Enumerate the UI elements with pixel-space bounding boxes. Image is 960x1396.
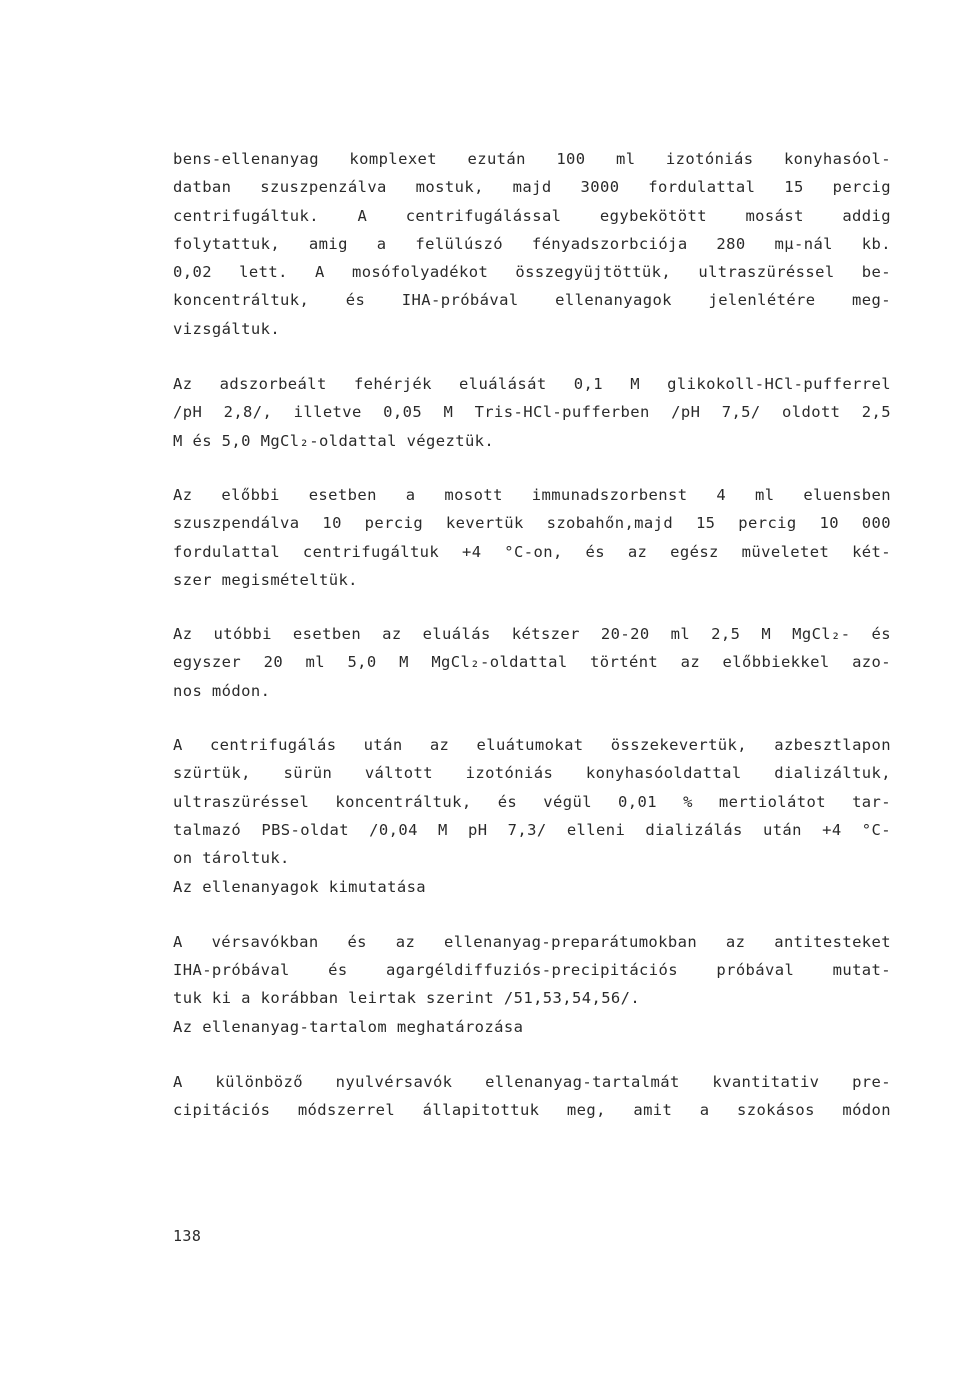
text-line: fordulattal centrifugáltuk +4 °C-on, és az egész müveletet két- [173,542,891,561]
text-line: tuk ki a korábban leirtak szerint /51,53,54,56/. [173,989,641,1008]
paragraph-2 [173,370,891,455]
text-line: talmazó PBS-oldat /0,04 M pH 7,3/ elleni dializálás után +4 °C- [173,820,891,839]
text-line: Az utóbbi esetben az eluálás kétszer 20-20 ml 2,5 M MgCl₂- és [173,625,891,644]
text-line: A centrifugálás után az eluátumokat összekevertük, azbesztlapon [173,736,891,755]
text-line: A vérsavókban és az ellenanyag-preparátumokban az antitesteket [173,932,891,951]
paragraph-3 [173,481,891,594]
text-line: M és 5,0 MgCl₂-oldattal végeztük. [173,431,495,450]
text-line: koncentráltuk, és IHA-próbával ellenanyagok jelenlétére meg- [173,291,891,310]
text-line: szürtük, sürün váltott izotóniás konyhasóoldattal dializáltuk, [173,764,891,783]
document-body [173,145,891,1125]
text-line: vizsgáltuk. [173,319,281,338]
text-line: centrifugáltuk. A centrifugálással egybekötött mosást addig [173,206,891,225]
paragraph-1 [173,145,891,343]
paragraph-4 [173,620,891,705]
text-line: datban szuszpenzálva mostuk, majd 3000 fordulattal 15 percig [173,178,891,197]
paragraph-5 [173,731,891,872]
section-heading-antibody-content: Az ellenanyag-tartalom meghatározása [173,1017,524,1036]
text-line: cipitációs módszerrel állapitottuk meg, amit a szokásos módon [173,1101,891,1120]
text-line: /pH 2,8/, illetve 0,05 M Tris-HCl-pufferben /pH 7,5/ oldott 2,5 [173,403,891,422]
text-line: nos módon. [173,681,271,700]
text-line: on tároltuk. [173,849,290,868]
page-number: 138 [173,1227,202,1245]
text-line: bens-ellenanyag komplexet ezután 100 ml izotóniás konyhasóol- [173,150,891,168]
text-line: Az előbbi esetben a mosott immunadszorbenst 4 ml eluensben [173,485,891,504]
text-line: 0,02 lett. A mosófolyadékot összegyüjtöttük, ultraszüréssel be- [173,263,891,282]
text-line: szer megismételtük. [173,570,358,589]
paragraph-7 [173,1068,891,1125]
text-line: folytattuk, amig a felülúszó fényadszorbciója 280 mµ-nál kb. [173,234,891,253]
text-line: IHA-próbával és agargéldiffuziós-precipitációs próbával mutat- [173,961,891,980]
text-line: szuszpendálva 10 percig kevertük szobahőn,majd 15 percig 10 000 [173,514,891,533]
text-line: egyszer 20 ml 5,0 M MgCl₂-oldattal történt az előbbiekkel azo- [173,653,891,672]
text-line: Az adszorbeált fehérjék eluálását 0,1 M glikokoll-HCl-pufferrel [173,375,891,394]
text-line: ultraszüréssel koncentráltuk, és végül 0,01 % mertiolátot tar- [173,792,891,811]
text-line: A különböző nyulvérsavók ellenanyag-tartalmát kvantitativ pre- [173,1073,891,1092]
paragraph-6 [173,928,891,1013]
section-heading-detection: Az ellenanyagok kimutatása [173,877,427,896]
